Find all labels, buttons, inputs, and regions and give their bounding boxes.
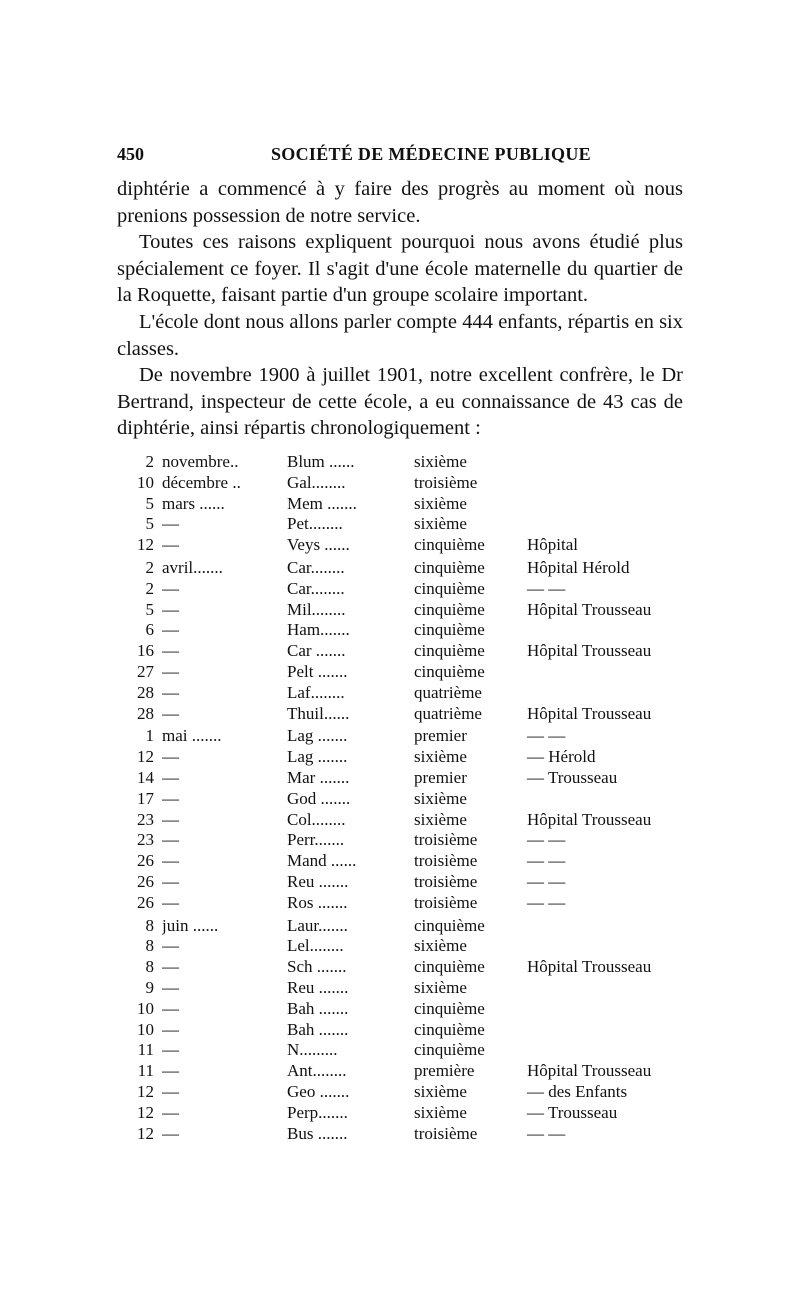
case-class: cinquième [414, 915, 485, 935]
table-row [0, 1061, 800, 1082]
paragraph-4: De novembre 1900 à juillet 1901, notre excellent confrère, le Dr Bertrand, inspecteur de cette école, a eu connaissance de 43 cas de diphtérie, ainsi répartis chronologiquement : [117, 364, 683, 440]
table-row [0, 620, 800, 641]
case-name: Perp....... [287, 1102, 348, 1122]
case-day: 12 [137, 1123, 154, 1143]
case-day: 11 [137, 1061, 154, 1081]
table-row [0, 662, 800, 683]
case-month: — [162, 1019, 179, 1039]
case-month: mai ....... [162, 726, 222, 746]
case-name: Geo ....... [287, 1081, 350, 1101]
case-month: — [162, 788, 179, 808]
case-name: Lag ....... [287, 747, 348, 767]
case-day: 11 [137, 1040, 154, 1060]
case-name: Mar ....... [287, 767, 350, 787]
case-name: Bah ....... [287, 998, 349, 1018]
case-month: — [162, 535, 179, 555]
case-month: — [162, 747, 179, 767]
case-class: cinquième [414, 641, 485, 661]
case-hospital: Hôpital Trousseau [527, 641, 652, 661]
case-class: sixième [414, 809, 467, 829]
case-day: 8 [145, 915, 154, 935]
case-hospital: — Trousseau [527, 1102, 618, 1122]
case-month: — [162, 830, 179, 850]
case-month: avril....... [162, 557, 223, 577]
table-row [0, 683, 800, 704]
case-name: Pelt ....... [287, 661, 348, 681]
case-class: cinquième [414, 599, 485, 619]
case-class: cinquième [414, 1040, 485, 1060]
case-hospital: Hôpital Trousseau [527, 809, 652, 829]
case-month: — [162, 851, 179, 871]
case-name: Ant........ [287, 1061, 347, 1081]
table-row [0, 600, 800, 621]
case-month: — [162, 767, 179, 787]
case-name: Ros ....... [287, 892, 348, 912]
table-row [0, 641, 800, 662]
case-day: 5 [145, 493, 154, 513]
case-day: 26 [137, 851, 154, 871]
case-day: 12 [137, 747, 154, 767]
case-hospital: — — [527, 726, 566, 746]
running-title: SOCIÉTÉ DE MÉDECINE PUBLIQUE [271, 144, 591, 164]
case-month: — [162, 809, 179, 829]
case-day: 6 [145, 620, 154, 640]
case-class: troisième [414, 871, 478, 891]
table-row [0, 579, 800, 600]
case-hospital: Hôpital Trousseau [527, 1061, 652, 1081]
case-day: 2 [145, 452, 154, 471]
table-row [0, 872, 800, 893]
table-row [0, 936, 800, 957]
case-class: quatrième [414, 682, 482, 702]
case-class: cinquième [414, 957, 485, 977]
case-day: 9 [145, 977, 154, 997]
table-row [0, 830, 800, 851]
case-name: God ....... [287, 788, 351, 808]
table-row [0, 789, 800, 810]
table-row [0, 452, 800, 473]
case-day: 26 [137, 871, 154, 891]
case-hospital: Hôpital Trousseau [527, 599, 652, 619]
case-month: — [162, 599, 179, 619]
case-day: 2 [145, 578, 154, 598]
case-class: sixième [414, 977, 467, 997]
case-name: N......... [287, 1040, 338, 1060]
case-name: Col........ [287, 809, 346, 829]
case-name: Blum ...... [287, 452, 355, 471]
case-class: sixième [414, 747, 467, 767]
case-month: — [162, 1123, 179, 1143]
case-day: 8 [145, 957, 154, 977]
case-name: Reu ....... [287, 977, 349, 997]
case-class: sixième [414, 788, 467, 808]
case-class: troisième [414, 892, 478, 912]
case-class: sixième [414, 493, 467, 513]
case-day: 2 [145, 557, 154, 577]
case-day: 12 [137, 1102, 154, 1122]
case-name: Ham....... [287, 620, 350, 640]
case-month: — [162, 1061, 179, 1081]
table-row [0, 1103, 800, 1124]
case-class: troisième [414, 1123, 478, 1143]
page-number: 450 [117, 144, 144, 164]
case-class: sixième [414, 452, 467, 471]
case-month: — [162, 514, 179, 534]
case-hospital: — — [527, 892, 566, 912]
case-name: Reu ....... [287, 871, 349, 891]
case-month: juin ...... [162, 915, 219, 935]
case-class: cinquième [414, 578, 485, 598]
table-row [0, 1124, 800, 1145]
case-day: 10 [137, 1019, 154, 1039]
case-class: sixième [414, 1081, 467, 1101]
case-class: cinquième [414, 620, 485, 640]
body-text [117, 176, 683, 442]
case-month: — [162, 998, 179, 1018]
case-name: Gal........ [287, 472, 346, 492]
table-row [0, 851, 800, 872]
case-month: — [162, 871, 179, 891]
diphtheria-cases-table [0, 452, 800, 1144]
case-day: 14 [137, 767, 154, 787]
case-class: cinquième [414, 661, 485, 681]
table-row [0, 978, 800, 999]
table-row [0, 747, 800, 768]
case-hospital: Hôpital Hérold [527, 557, 630, 577]
case-name: Thuil...... [287, 703, 350, 723]
case-month: — [162, 641, 179, 661]
case-class: cinquième [414, 557, 485, 577]
case-class: troisième [414, 830, 478, 850]
case-name: Pet........ [287, 514, 343, 534]
case-day: 23 [137, 809, 154, 829]
table-row [0, 999, 800, 1020]
case-class: sixième [414, 514, 467, 534]
case-hospital: Hôpital Trousseau [527, 957, 652, 977]
table-row [0, 768, 800, 789]
case-day: 23 [137, 830, 154, 850]
case-day: 28 [137, 682, 154, 702]
table-row [0, 916, 800, 937]
case-month: — [162, 1040, 179, 1060]
running-header [117, 144, 697, 168]
table-row [0, 1040, 800, 1061]
case-month: novembre.. [162, 452, 239, 471]
case-hospital: — — [527, 578, 566, 598]
case-name: Car........ [287, 578, 345, 598]
case-day: 10 [137, 998, 154, 1018]
table-row [0, 1020, 800, 1041]
case-month: — [162, 936, 179, 956]
case-month: — [162, 703, 179, 723]
case-day: 26 [137, 892, 154, 912]
case-day: 28 [137, 703, 154, 723]
table-row [0, 704, 800, 725]
case-month: — [162, 578, 179, 598]
case-month: décembre .. [162, 472, 241, 492]
case-hospital: — des Enfants [527, 1081, 628, 1101]
case-hospital: — — [527, 830, 566, 850]
case-day: 27 [137, 661, 154, 681]
case-name: Perr....... [287, 830, 345, 850]
case-hospital: — — [527, 1123, 566, 1143]
table-row [0, 810, 800, 831]
case-name: Mand ...... [287, 851, 357, 871]
table-row [0, 473, 800, 494]
case-day: 1 [145, 726, 154, 746]
case-name: Lag ....... [287, 726, 348, 746]
case-class: sixième [414, 1102, 467, 1122]
case-month: — [162, 682, 179, 702]
paragraph-1: diphtérie a commencé à y faire des progrès au moment où nous prenions possession de notre service. [117, 178, 683, 227]
case-hospital: — Trousseau [527, 767, 618, 787]
case-name: Mil........ [287, 599, 346, 619]
case-day: 5 [145, 514, 154, 534]
table-row [0, 494, 800, 515]
case-class: premier [414, 726, 467, 746]
table-row [0, 726, 800, 747]
case-month: — [162, 892, 179, 912]
case-month: — [162, 1102, 179, 1122]
table-row [0, 514, 800, 535]
case-hospital: — Hérold [527, 747, 596, 767]
case-month: — [162, 620, 179, 640]
case-class: cinquième [414, 998, 485, 1018]
case-day: 8 [145, 936, 154, 956]
case-day: 12 [137, 1081, 154, 1101]
case-day: 16 [137, 641, 154, 661]
case-name: Mem ....... [287, 493, 357, 513]
case-class: quatrième [414, 703, 482, 723]
paragraph-3: L'école dont nous allons parler compte 444 enfants, répartis en six classes. [117, 310, 683, 360]
case-name: Bus ....... [287, 1123, 348, 1143]
table-row [0, 957, 800, 978]
case-class: première [414, 1061, 475, 1081]
case-month: — [162, 977, 179, 997]
case-day: 10 [137, 472, 154, 492]
case-class: troisième [414, 851, 478, 871]
case-name: Lel........ [287, 936, 344, 956]
case-name: Laur....... [287, 915, 348, 935]
case-hospital: Hôpital [527, 535, 578, 555]
case-hospital: — — [527, 871, 566, 891]
table-row [0, 558, 800, 579]
table-row [0, 893, 800, 914]
case-name: Sch ....... [287, 957, 347, 977]
case-month: — [162, 661, 179, 681]
case-day: 12 [137, 535, 154, 555]
table-row [0, 1082, 800, 1103]
case-hospital: — — [527, 851, 566, 871]
paragraph-2: Toutes ces raisons expliquent pourquoi nous avons étudié plus spécialement ce foyer. Il s'agit d'une école maternelle du quartier de la Roquette, faisant partie d'un groupe scolaire important. [117, 231, 683, 307]
case-name: Veys ...... [287, 535, 350, 555]
case-class: cinquième [414, 535, 485, 555]
case-month: mars ...... [162, 493, 225, 513]
case-day: 17 [137, 788, 154, 808]
case-day: 5 [145, 599, 154, 619]
case-class: sixième [414, 936, 467, 956]
case-class: troisième [414, 472, 478, 492]
case-name: Car........ [287, 557, 345, 577]
case-month: — [162, 1081, 179, 1101]
case-name: Laf........ [287, 682, 345, 702]
case-name: Bah ....... [287, 1019, 349, 1039]
case-month: — [162, 957, 179, 977]
case-hospital: Hôpital Trousseau [527, 703, 652, 723]
case-class: premier [414, 767, 467, 787]
case-class: cinquième [414, 1019, 485, 1039]
table-row [0, 535, 800, 556]
case-name: Car ....... [287, 641, 346, 661]
